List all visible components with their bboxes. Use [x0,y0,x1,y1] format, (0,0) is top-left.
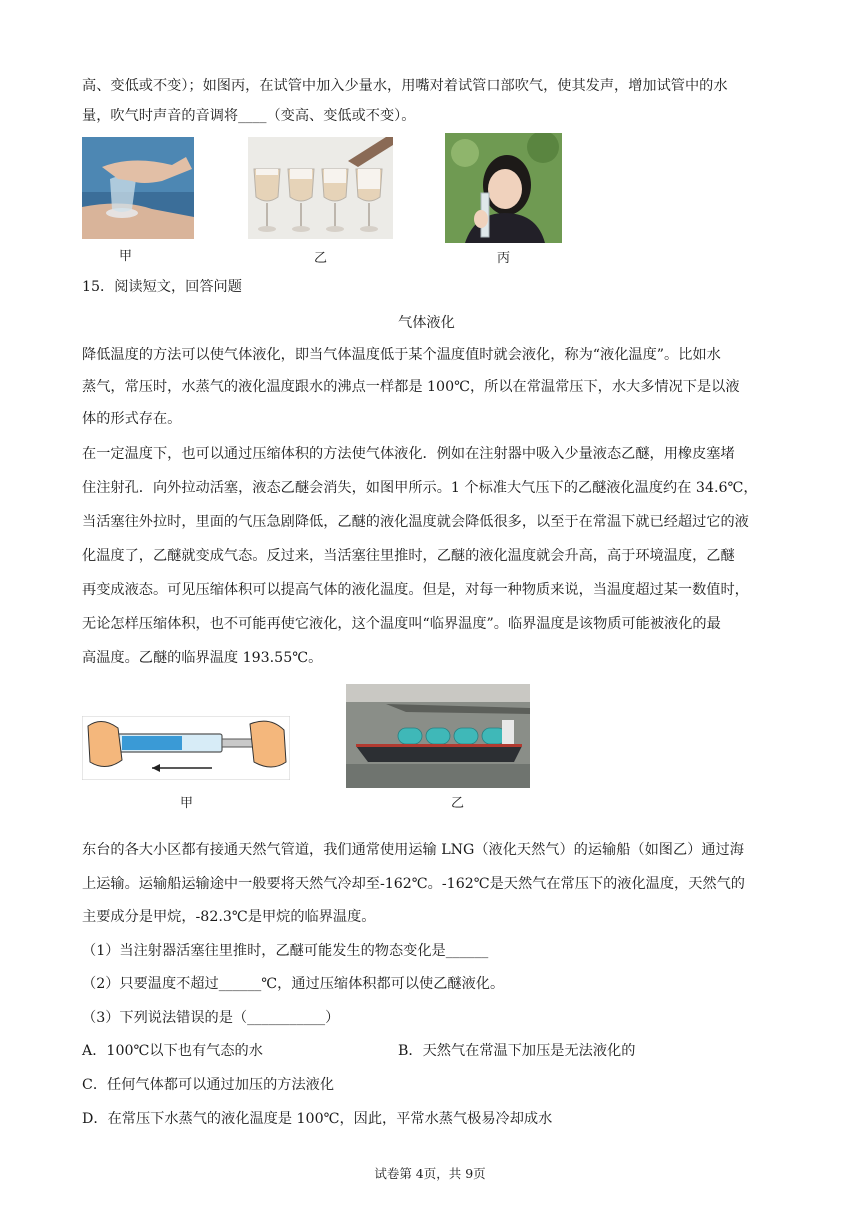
intro-line-1: 高、变低或不变）；如图丙，在试管中加入少量水，用嘴对着试管口部吹气，使其发声，增加试管中的水 [82,78,728,94]
option-d: D．在常压下水蒸气的液化温度是 100℃，因此，平常水蒸气极易冷却成水 [82,1111,553,1127]
figure-girl-blowing-tube [445,133,562,243]
paragraph-1-line: 蒸气，常压时，水蒸气的液化温度跟水的沸点一样都是 100℃，所以在常温常压下，水大多情况下是以液 [82,379,740,395]
question-15-prompt: 15．阅读短文，回答问题 [82,279,242,295]
page-footer: 试卷第 4页，共 9页 [374,1166,486,1181]
sub-question-3: （3）下列说法错误的是（___________） [82,1010,340,1026]
intro-line-2: 量，吹气时声音的音调将____（变高、变低或不变）。 [82,108,416,124]
paragraph-3-line: 上运输。运输船运输途中一般要将天然气冷却至-162℃。-162℃是天然气在常压下的液化温度，天然气的 [82,876,745,892]
figure-hand-rubbing-glass [82,137,194,239]
passage-title: 气体液化 [398,315,455,331]
paragraph-1-line: 体的形式存在。 [82,411,182,427]
paragraph-2-line: 住注射孔．向外拉动活塞，液态乙醚会消失，如图甲所示。1 个标准大气压下的乙醚液化温度约在 34.6℃， [82,480,758,496]
option-a: A．100℃以下也有气态的水 [82,1043,263,1059]
caption-top-jia: 甲 [119,249,133,264]
paragraph-2-line: 无论怎样压缩体积，也不可能再使它液化，这个温度叫“临界温度”。临界温度是该物质可能被液化的最 [82,616,721,632]
paragraph-3-line: 东台的各大小区都有接通天然气管道，我们通常使用运输 LNG（液化天然气）的运输船（如图乙）通过海 [82,842,744,858]
option-c: C．任何气体都可以通过加压的方法液化 [82,1077,335,1093]
paragraph-2-line: 高温度。乙醚的临界温度 193.55℃。 [82,650,323,666]
paragraph-2-line: 化温度了，乙醚就变成气态。反过来，当活塞往里推时，乙醚的液化温度就会升高，高于环境温度，乙醚 [82,548,735,564]
caption-top-bing: 丙 [497,251,511,266]
paragraph-2-line: 当活塞往外拉时，里面的气压急剧降低，乙醚的液化温度就会降低很多，以至于在常温下就已经超过它的液 [82,514,749,530]
sub-question-2: （2）只要温度不超过______℃，通过压缩体积都可以使乙醚液化。 [82,976,505,992]
paragraph-2-line: 在一定温度下，也可以通过压缩体积的方法使气体液化．例如在注射器中吸入少量液态乙醚，用橡皮塞堵 [82,446,735,462]
option-b: B．天然气在常温下加压是无法液化的 [398,1043,636,1059]
paragraph-1-line: 降低温度的方法可以使气体液化，即当气体温度低于某个温度值时就会液化，称为“液化温度”。比如水 [82,347,721,363]
sub-question-1: （1）当注射器活塞往里推时，乙醚可能发生的物态变化是______ [82,943,489,959]
figure-lng-ship [346,684,530,788]
paragraph-2-line: 再变成液态。可见压缩体积可以提高气体的液化温度。但是，对每一种物质来说，当温度超过某一数值时， [82,582,749,598]
figure-four-glasses [248,137,393,239]
caption-mid-yi: 乙 [451,796,465,811]
figure-syringe [82,716,290,780]
caption-mid-jia: 甲 [180,796,194,811]
caption-top-yi: 乙 [314,251,328,266]
paragraph-3-line: 主要成分是甲烷，-82.3℃是甲烷的临界温度。 [82,909,376,925]
